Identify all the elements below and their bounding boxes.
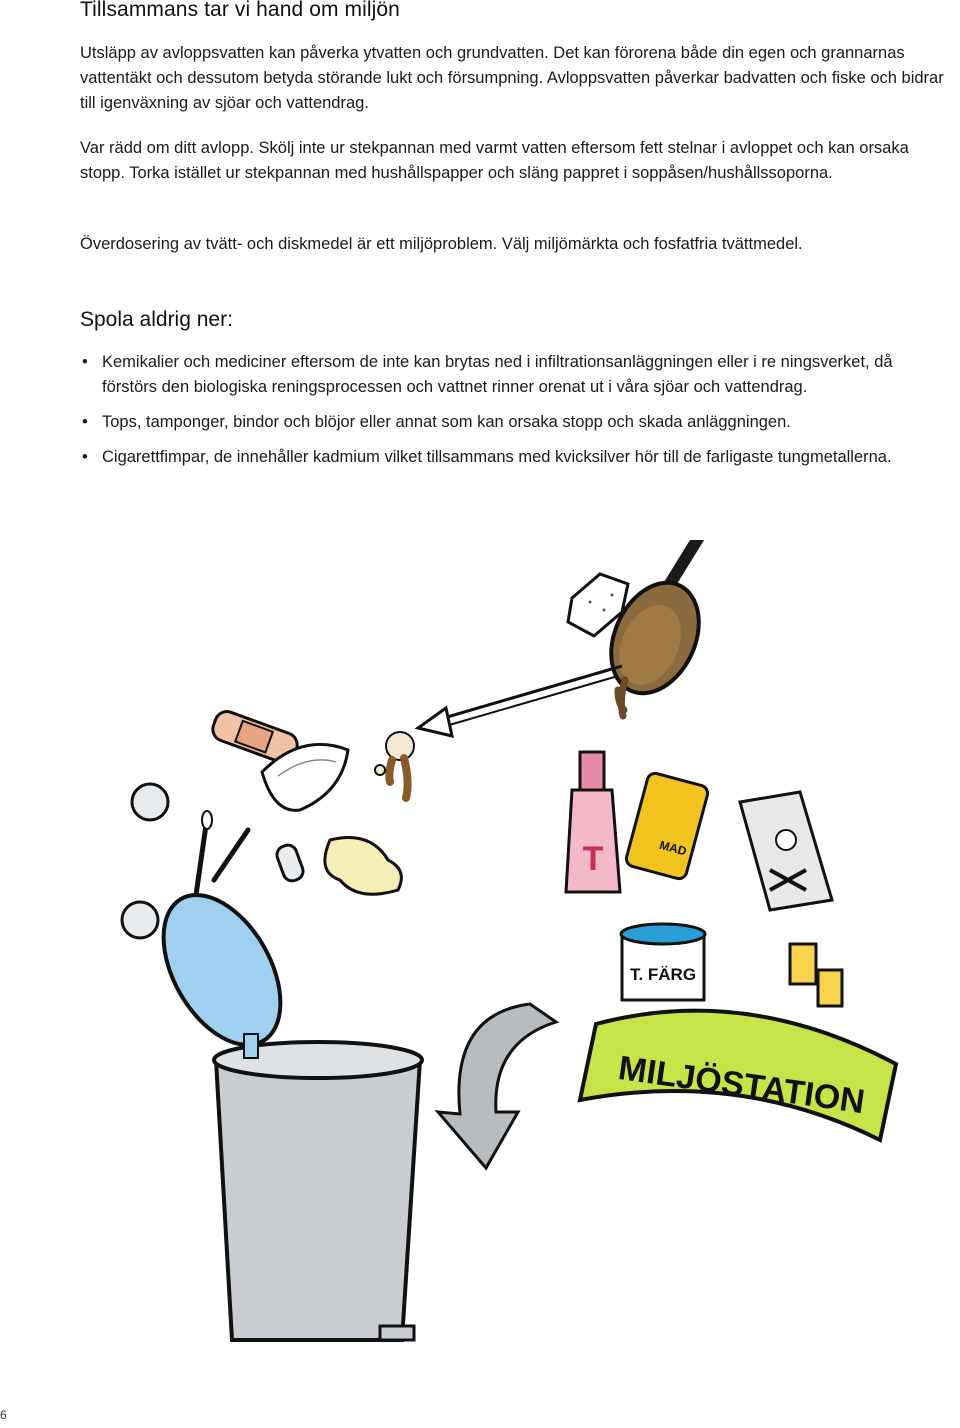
list-item: [80, 410, 950, 435]
list-item: [80, 350, 950, 400]
flush-list: [80, 350, 950, 480]
spray-label: MAD: [658, 837, 689, 859]
cotton-swab-icon: [196, 811, 248, 895]
list-item-text: Cigarettfimpar, de innehåller kadmium vilket tillsammans med kvicksilver hör till de farligaste tungmetallerna.: [102, 448, 892, 466]
battery-icon: [790, 944, 842, 1006]
frying-pan-icon: [594, 540, 716, 716]
paragraph-drain-care: Var rädd om ditt avlopp. Skölj inte ur stekpannan med varmt vatten eftersom fett stelnar i avloppet och kan orsaka stopp. Torka istället ur stekpannan med hushållspapper och släng pappret i soppåsen/hushållssoporna.: [80, 139, 909, 182]
page-number: 6: [0, 1408, 7, 1422]
large-arrow-icon: [438, 1004, 556, 1168]
grease-drip-icon: [375, 732, 414, 798]
paint-can-label: T. FÄRG: [629, 965, 697, 984]
spray-can-icon: [625, 772, 710, 881]
bottle-label: T: [582, 840, 604, 878]
poison-box-icon: [740, 792, 832, 910]
miljostation-banner: [580, 1011, 896, 1140]
paragraph-detergent: Överdosering av tvätt- och diskmedel är ett miljöproblem. Välj miljömärkta och fosfatfria tvättmedel.: [80, 235, 803, 253]
section-heading: Spola aldrig ner:: [80, 308, 233, 331]
chemical-bottle-icon: [566, 752, 620, 892]
spill-icon: [325, 838, 401, 895]
list-item-text: Kemikalier och mediciner eftersom de inte kan brytas ned i infiltrationsanläggningen eller i re ningsverket, då förstörs den biologiska reningsprocessen och vattnet rinner orenat ut i våra sjöar och vattendrag.: [102, 353, 893, 396]
bullet-icon: •: [82, 353, 88, 371]
trash-bin-icon: [139, 875, 422, 1340]
paragraph-wastewater: Utsläpp av avloppsvatten kan påverka ytvatten och grundvatten. Det kan förorena både din egen och grannarnas vattentäkt och dessutom betyda störande lukt och försumpning. Avloppsvatten påverkar badvatten och fiske och bidrar till igenväxning av sjöar och vattendrag.: [80, 44, 944, 112]
list-item-text: Tops, tamponger, bindor och blöjor eller annat som kan orsaka stopp och skada anläggningen.: [102, 413, 791, 431]
bullet-icon: •: [82, 413, 88, 431]
banner-text: MILJÖSTATION: [616, 1049, 867, 1122]
waste-illustration: [0, 540, 960, 1420]
cotton-ball-icon: [122, 784, 168, 938]
page-title: Tillsammans tar vi hand om miljön: [80, 0, 400, 21]
tampon-icon: [274, 843, 305, 884]
arrow-icon: [418, 666, 622, 736]
bullet-icon: •: [82, 448, 88, 466]
list-item: [80, 445, 950, 470]
paint-can-icon: [621, 924, 705, 1000]
